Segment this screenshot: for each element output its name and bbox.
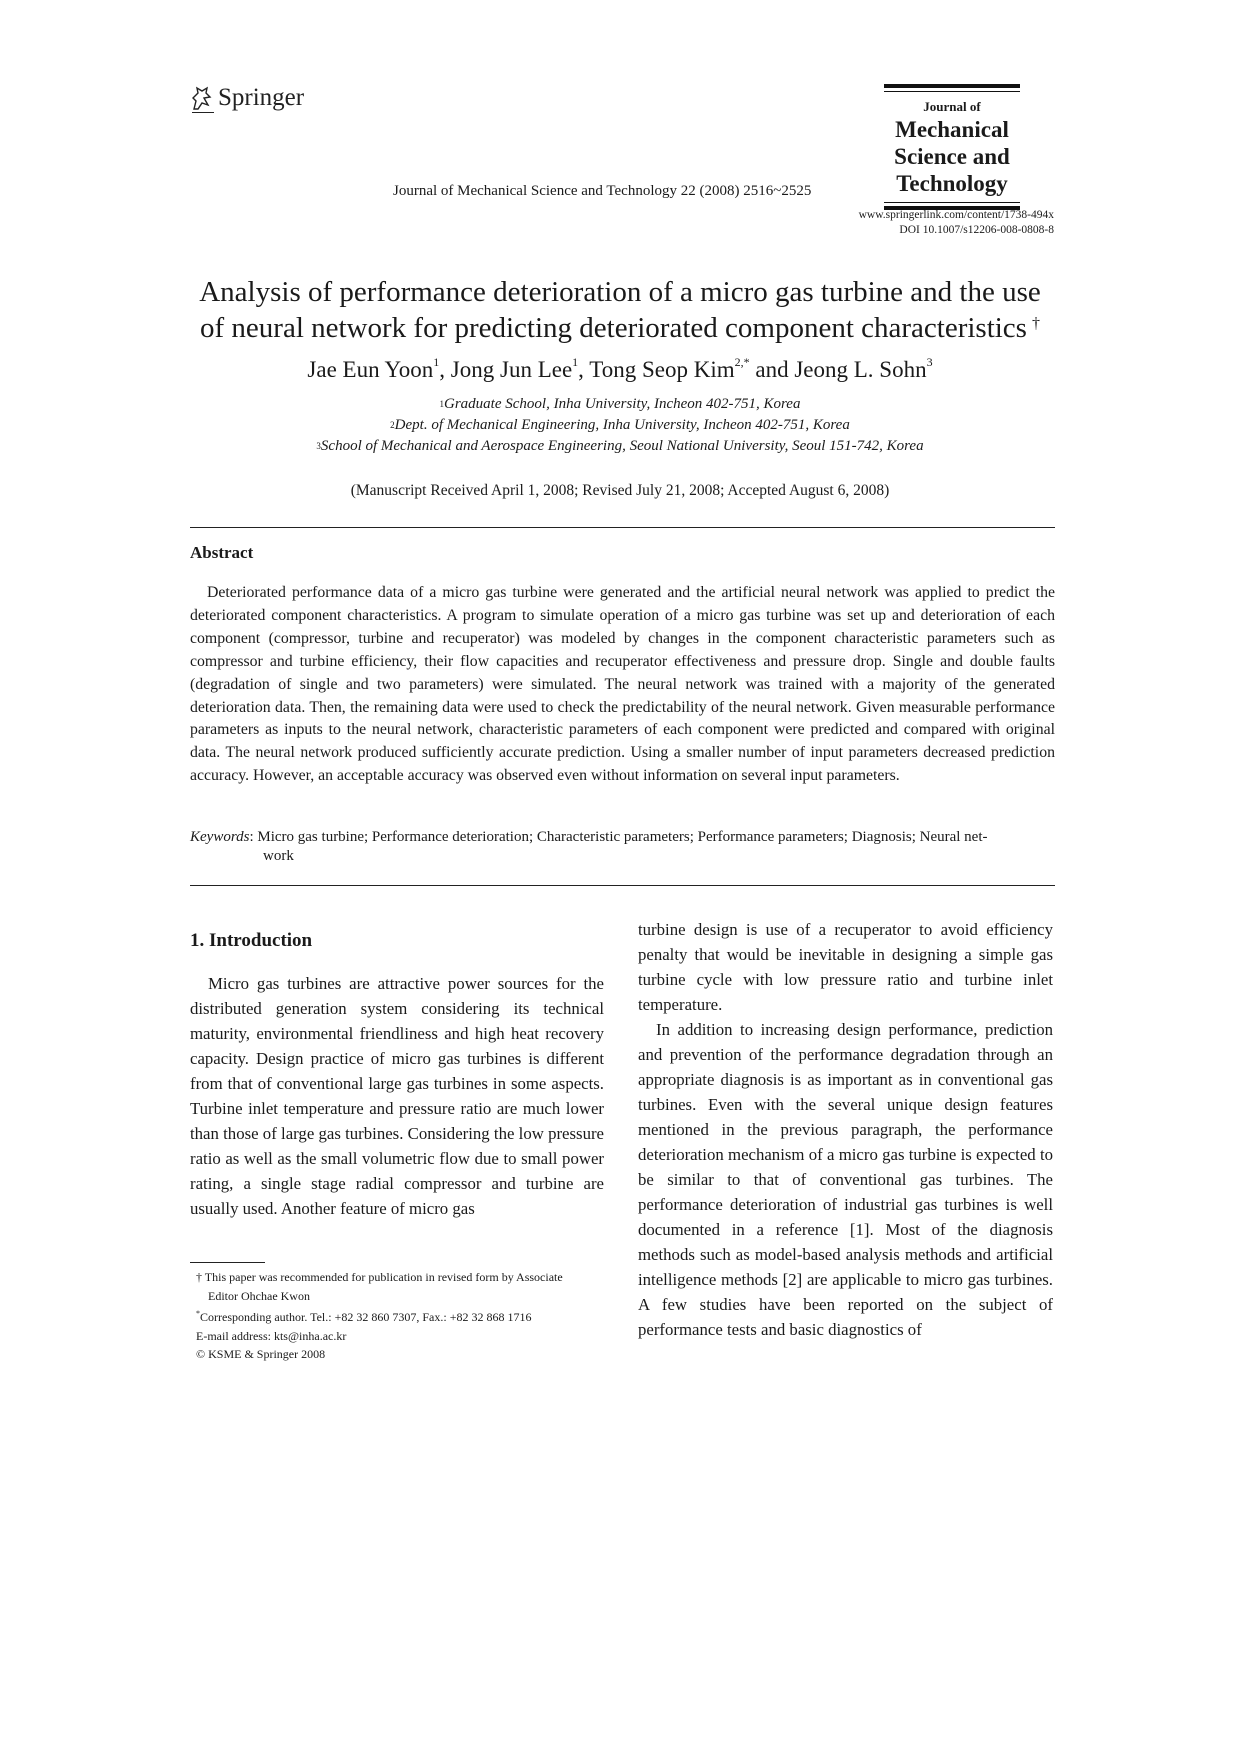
title-dagger: † <box>1031 315 1040 332</box>
intro-paragraph: In addition to increasing design performance, prediction and prevention of the performance degradation through an appropriate diagnosis is as important as in conventional gas turbines. Even with the several unique design features mentioned in the previous paragraph, the performance deterioration mechanism of a micro gas turbine is expected to be similar to that of conventional gas turbines. The performance deterioration of industrial gas turbines is well documented in a reference [1]. Most of the diagnosis methods such as model-based analysis methods and artificial intelligence methods [2] are applicable to micro gas turbines. A few studies have been reported on the subject of performance tests and basic diagnostics of <box>638 1020 1053 1339</box>
divider-bottom <box>190 885 1055 886</box>
journal-name-line-1: Mechanical <box>895 117 1009 142</box>
springer-logo <box>190 84 304 112</box>
manuscript-dates: (Manuscript Received April 1, 2008; Revised July 21, 2008; Accepted August 6, 2008) <box>350 482 890 499</box>
author-name: Jae Eun Yoon <box>307 357 434 382</box>
author-name: Tong Seop Kim <box>589 357 735 382</box>
footnote-corresponding: *Corresponding author. Tel.: +82 32 860 7307, Fax.: +82 32 868 1716 <box>196 1309 532 1324</box>
intro-left-column: Micro gas turbines are attractive power sources for the distributed generation system considering its technical maturity, environmental friendliness and high heat recovery capacity. Design practice of micro gas turbines is different from that of conventional large gas turbines in some aspects. Turbine inlet temperature and pressure ratio are much lower than those of large gas turbines. Considering the low pressure ratio as well as the small volumetric flow due to small power rating, a single stage radial compressor and turbine are usually used. Another feature of micro gas <box>190 974 604 1218</box>
journal-name-line-2: Science and <box>894 144 1010 169</box>
affiliation: $^1$Graduate School, Inha University, Incheon 402-751, Korea <box>439 396 801 412</box>
abstract-text: Deteriorated performance data of a micro gas turbine were generated and the artificial neural network was applied to predict the deteriorated component characteristics. A program to simulate operation of a micro gas turbine was set up and deterioration of each component (compressor, turbine and recuperator) was modeled by changes in the component characteristic parameters such as compressor and turbine efficiency, their flow capacities and recuperator effectiveness and pressure drop. Single and double faults (degradation of single and two parameters) were simulated. The neural network was trained with a majority of the generated deterioration data. Then, the remaining data were used to check the predictability of the neural network. Given measurable performance parameters as inputs to the neural network, characteristic parameters of each component were predicted and compared with original data. The neural network produced sufficiently accurate prediction. Using a smaller number of input parameters decreased prediction accuracy. However, an acceptable accuracy was observed even without information on several input parameters. <box>190 584 1055 785</box>
intro-right-column <box>638 917 1053 1342</box>
footnote-rule <box>190 1262 265 1263</box>
author-name: Jeong L. Sohn <box>794 357 927 382</box>
footnote-recommendation-cont: Editor Ohchae Kwon <box>208 1288 310 1303</box>
paper-title <box>120 274 1120 346</box>
journal-name-line-3: Technology <box>896 171 1008 196</box>
title-line-2: of neural network for predicting deteriorated component characteristics <box>200 312 1027 344</box>
keywords <box>190 828 1055 866</box>
divider-top <box>190 527 1055 528</box>
doi: DOI 10.1007/s12206-008-0808-8 <box>899 224 1054 236</box>
intro-paragraph: turbine design is use of a recuperator to avoid efficiency penalty that would be inevitable in designing a simple gas turbine cycle with low pressure ratio and turbine inlet temperature. <box>638 920 1053 1014</box>
journal-logo-box <box>884 84 1020 210</box>
journal-of-label: Journal of <box>923 99 981 114</box>
springer-horse-icon <box>190 85 214 111</box>
logo-underline <box>192 112 214 113</box>
affiliation: $^2$Dept. of Mechanical Engineering, Inha University, Incheon 402-751, Korea <box>390 417 850 433</box>
footnote-email: E-mail address: kts@inha.ac.kr <box>196 1328 347 1343</box>
footnotes <box>190 1268 610 1364</box>
journal-url[interactable]: www.springerlink.com/content/1738-494x <box>858 209 1054 221</box>
section-heading-introduction: 1. Introduction <box>190 930 313 951</box>
affiliations <box>120 394 1120 457</box>
abstract-heading: Abstract <box>190 543 254 562</box>
affiliation: $^3$School of Mechanical and Aerospace Engineering, Seoul National University, Seoul 151-742, Korea <box>316 438 924 454</box>
keywords-list-cont: work <box>263 848 294 864</box>
keywords-list: : Micro gas turbine; Performance deterioration; Characteristic parameters; Performance parameters; Diagnosis; Neural net- <box>249 829 988 845</box>
author-name: Jong Jun Lee <box>450 357 573 382</box>
footnote-copyright: © KSME & Springer 2008 <box>196 1347 326 1361</box>
title-line-1: Analysis of performance deterioration of a micro gas turbine and the use <box>199 276 1041 308</box>
journal-url-block <box>800 208 1054 238</box>
keywords-label: Keywords <box>190 829 250 845</box>
author-list: Jae Eun Yoon$^1$, Jong Jun Lee$^1$, Tong Seop Kim$^{2,*}$ and Jeong L. Sohn$^3$ <box>307 355 933 382</box>
journal-citation: Journal of Mechanical Science and Technology 22 (2008) 2516~2525 <box>393 183 812 199</box>
footnote-recommendation: † This paper was recommended for publication in revised form by Associate <box>196 1270 563 1284</box>
publisher-name: Springer <box>218 84 305 111</box>
